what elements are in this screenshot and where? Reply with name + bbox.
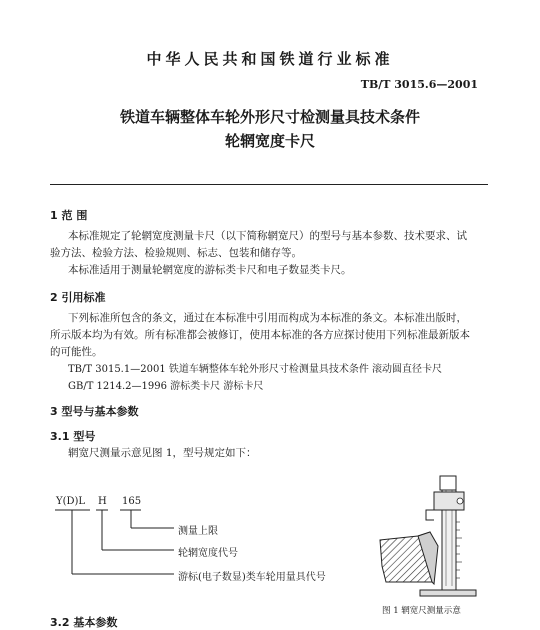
standard-code: TB/T 3015.6—2001	[360, 78, 478, 91]
label-measuring-upper-limit: 测量上限	[178, 526, 218, 537]
section-1-text: 验方法、检验方法、检验规则、标志、包装和储存等。	[50, 247, 302, 259]
model-code-type: Y(D)L	[56, 496, 86, 507]
section-2-text: 的可能性。	[50, 346, 103, 358]
section-3-2-heading: 3.2 基本参数	[50, 616, 118, 629]
section-1-text: 本标准适用于测量轮辋宽度的游标类卡尺和电子数显类卡尺。	[68, 264, 352, 276]
document-title: 铁道车辆整体车轮外形尺寸检测量具技术条件	[119, 108, 420, 126]
section-2-text: 所示版本均为有效。所有标准都会被修订，使用本标准的各方应探讨使用下列标准最新版本	[50, 329, 470, 341]
section-2-heading: 2 引用标准	[50, 291, 106, 304]
section-3-1-text: 辋宽尺测量示意见图 1，型号规定如下：	[68, 447, 257, 459]
section-1-heading: 1 范 围	[50, 209, 88, 222]
label-gauge-type-code: 游标(电子数显)类车轮用量具代号	[178, 572, 326, 583]
section-1-text: 本标准规定了轮辋宽度测量卡尺（以下简称辋宽尺）的型号与基本参数、技术要求、试	[68, 230, 467, 242]
figure-caption: 图 1 辋宽尺测量示意	[382, 606, 461, 616]
section-2-text: 下列标准所包含的条文，通过在本标准中引用而构成为本标准的条文。本标准出版时，	[68, 312, 467, 324]
document-subtitle: 轮辋宽度卡尺	[224, 132, 315, 150]
standard-header: 中华人民共和国铁道行业标准	[146, 50, 394, 68]
model-code-width: H	[98, 496, 107, 507]
model-code-upper: 165	[122, 496, 142, 507]
label-rim-width-code: 轮辋宽度代号	[178, 548, 238, 559]
reference-item: GB/T 1214.2—1996 游标类卡尺 游标卡尺	[68, 381, 264, 392]
section-3-heading: 3 型号与基本参数	[50, 405, 139, 418]
rim-width-caliper-figure	[360, 462, 510, 602]
reference-item: TB/T 3015.1—2001 铁道车辆整体车轮外形尺寸检测量具技术条件 滚动圆直径卡尺	[68, 364, 443, 375]
section-3-1-heading: 3.1 型号	[50, 430, 96, 443]
